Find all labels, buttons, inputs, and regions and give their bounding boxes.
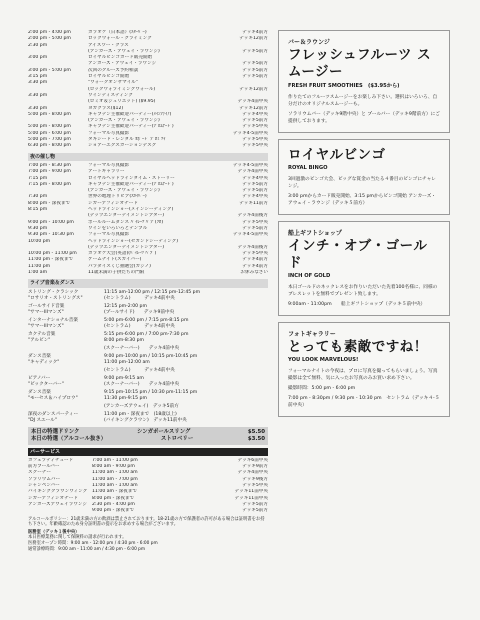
- promo-text: 3回過激のビンゴ大会、ビッグな賞金の当たる４番目のビンゴにチャレンジ。: [288, 177, 436, 189]
- time-cell: 2:00 pm - 4:00 pm: [28, 30, 71, 35]
- time-cell: 9:00 pm - 10:00 pm: [28, 219, 74, 225]
- live-times: [104, 318, 268, 330]
- promo-title: フレッシュフルーツ スムージー: [288, 47, 432, 80]
- event-cell: キャプテン主催歓迎パーティー(ﾒｲﾝﾌｧｲｱ): [88, 111, 172, 117]
- live-venue-line: 11:00 pm-12:00 am: [104, 359, 150, 365]
- live-times: [104, 290, 268, 302]
- live-time-line: 5:00 pm-6:00 pm / 7:15 pm-8:15 pm: [104, 317, 189, 323]
- promo-text: 作りたてのフルーツスムージーをお楽しみ下さい。選択はいろいろ、自分だけのオリジナルスムージーも。: [288, 95, 438, 107]
- drink-price-1: $5.50: [247, 428, 265, 435]
- night-schedule: [28, 163, 268, 276]
- location-cell: デッキ5前方: [242, 74, 268, 80]
- live-row: [28, 346, 268, 352]
- promo-text: ソラリウムバー（デッキ9階中央）と プールバー（デッキ9階前方）にご提供しております。: [288, 112, 440, 124]
- live-time-line: 9:00 pm-10:00 pm / 10:15 pm-10:45 pm: [104, 353, 198, 359]
- event-cell: キャプテン主催歓迎パーティー(ﾌﾟﾛﾑﾅｰﾄﾞ): [88, 181, 174, 187]
- performer-name: "サマーIIIマンズ": [28, 309, 64, 315]
- promo-kicker: バー＆ラウンジ: [288, 39, 330, 46]
- schedule-row: [28, 508, 268, 514]
- medical-section: [28, 530, 268, 552]
- promo-text: 9:00am - 11:00pm 船上ギフトショップ（デッキ５前中央）: [288, 302, 426, 307]
- live-row: [28, 412, 268, 424]
- live-performer: [28, 332, 104, 344]
- promo-title: とっても素敵ですね！: [288, 339, 428, 355]
- promo-kicker: 船上ギフトショップ: [288, 230, 342, 237]
- location-cell: デッキ5前方: [242, 508, 268, 514]
- location-cell: デッキ5中央: [242, 143, 268, 149]
- event-cell: 11:00 am - 1:00 am: [92, 470, 138, 476]
- live-row: [28, 318, 268, 330]
- event-cell: "ウォークオンザマイル": [88, 80, 138, 86]
- location-cell: デッキ5中央: [242, 483, 268, 489]
- promo-box: [278, 139, 450, 215]
- performer-name: "DJ スエール": [28, 417, 57, 423]
- live-time-line: 11:00 pm - 深夜まで (18歳以上): [104, 411, 177, 417]
- time-cell: 8:00 pm - 深夜まで: [28, 200, 71, 206]
- schedule-row: [28, 270, 268, 276]
- time-cell: 3:15 pm: [28, 74, 48, 80]
- promo-text: フォーマルナイトの今夜は、プロに写真を撮ってもらいましょう。写真撮影は全て無料、気に入ったお写真のみお買い求め下さい。: [288, 369, 438, 381]
- event-cell: 世界の地理トリビア(ｽｶｲﾊﾞｰ): [88, 194, 147, 200]
- location-cell: デッキ4前中央: [237, 470, 268, 476]
- time-cell: 3:30 pm: [28, 105, 48, 111]
- location-cell: デッキ5前方: [242, 48, 268, 54]
- live-time-line: (スクーナーバー) デッキ4前中央: [104, 345, 180, 351]
- location-cell: デッキ12前方: [239, 105, 268, 111]
- event-cell: 11:00 am - 1:00 am: [92, 483, 138, 489]
- event-cell: 11歳未満の子供たちの門限: [88, 269, 145, 275]
- location-cell: デッキ12前方: [239, 36, 268, 42]
- afternoon-schedule: [28, 30, 268, 150]
- event-cell: タキシード・レンタル ｵﾎﾞｰﾄﾞ ﾌﾟﾛﾐ ﾂｲ: [88, 137, 166, 143]
- location-cell: デッキ4前中央: [237, 99, 268, 105]
- time-cell: 3:30 pm: [28, 80, 48, 86]
- location-cell: デッキ4前方: [242, 30, 268, 35]
- promo-subtitle: ROYAL BINGO: [288, 165, 328, 171]
- bar-service-header: バーサービス: [28, 448, 268, 456]
- live-time-line: 11:15 am-12:00 pm / 12:15 pm-12:45 pm: [104, 289, 201, 295]
- live-row: [28, 404, 268, 410]
- performer-genre: ダンス音楽: [28, 389, 51, 395]
- location-cell: デッキ11前中央: [234, 489, 268, 495]
- location-cell: デッキ5前方: [242, 188, 268, 194]
- live-times: [104, 304, 268, 316]
- live-performer: [28, 368, 104, 374]
- time-cell: シガーアフィシオナード: [28, 495, 78, 501]
- event-cell: 8:00 pm - 深夜まで: [92, 495, 135, 501]
- event-cell: ワインをいろいろとテンプル: [88, 225, 148, 231]
- event-cell: フォーマル写真撮影: [88, 130, 130, 136]
- event-cell: 次回のクルーズ予約相談: [88, 67, 139, 73]
- live-performer: [28, 304, 104, 316]
- event-cell: 8:00 am - 9:00 pm: [92, 464, 135, 470]
- promo-box: [278, 30, 450, 133]
- live-performer: [28, 318, 104, 330]
- live-row: [28, 304, 268, 316]
- location-cell: デッキ11前中央: [234, 495, 268, 501]
- time-cell: 10:00 pm - 11:00 pm: [28, 251, 77, 257]
- event-cell: 9:00 pm - 深夜まで: [92, 508, 135, 514]
- performer-genre: カクテル音楽: [28, 331, 56, 337]
- time-cell: 10:00 pm: [28, 238, 51, 244]
- location-cell: デッキ12前方: [239, 86, 268, 92]
- performer-genre: ゴールサイド音楽: [28, 303, 65, 309]
- live-row: [28, 290, 268, 302]
- location-cell: デッキ6前中央: [237, 457, 268, 463]
- event-cell: (デッツエンターテイメントシアター): [88, 213, 165, 219]
- promo-kicker: フォトギャラリー: [288, 331, 336, 338]
- location-cell: デッキ4-5前中央: [233, 162, 268, 168]
- location-cell: お休みなさい: [240, 269, 268, 275]
- promo-text: 本日ゴールドのネックレスをお作りいただいた先着100名様に、同様のブレスレットを無料でプレゼント致します。: [288, 285, 438, 297]
- location-cell: デッキ4-5前中央: [233, 232, 268, 238]
- location-cell: デッキ4前後方: [237, 244, 268, 250]
- time-cell: 5:00 pm - 6:00 pm: [28, 130, 71, 136]
- event-cell: ボールルームダンス ﾊﾟｲﾚｰﾂ ﾊﾟﾌﾟ(ｿﾛ): [88, 219, 164, 225]
- location-cell: デッキ4前方: [242, 257, 268, 263]
- live-times: [104, 404, 268, 410]
- time-cell: ソラリウムバー: [28, 476, 61, 482]
- location-cell: デッキ9後方: [242, 476, 268, 482]
- performer-name: "ロサリオ・ストリングス": [28, 295, 83, 301]
- event-cell: ロイヤルビンゴカード販売開始: [88, 55, 153, 61]
- live-performer: [28, 354, 104, 366]
- live-row: [28, 354, 268, 366]
- time-cell: 2:00 pm - 5:00 pm: [28, 36, 71, 42]
- live-times: [104, 346, 268, 352]
- performer-name: "モーセス＆ハイプロウ": [28, 395, 78, 401]
- event-cell: アートギャラリー: [88, 169, 125, 175]
- live-times: [104, 332, 268, 344]
- promo-box: [278, 221, 450, 316]
- time-cell: 7:00 pm - 8:30 pm: [28, 162, 71, 168]
- promo-text: 3:00 pmからカード販売開始、3:15 pmからビンゴ開始 アンカーズ・アウェイ・ラウンジ（デッキ５前方）: [288, 194, 436, 206]
- drink-name-2: ストロベリー: [160, 435, 194, 442]
- time-cell: 7:00 pm - 9:00 pm: [28, 169, 71, 175]
- performer-genre: ピアノバー: [28, 375, 51, 381]
- location-cell: デッキ4前方: [242, 263, 268, 269]
- live-time-line: (アンカーズアウェイ) デッキ5前方: [104, 403, 179, 409]
- event-cell: ワインティスティング: [88, 92, 133, 98]
- time-cell: 11:00 pm - 深夜まで: [28, 257, 74, 263]
- event-cell: ロックウォール・クライミング: [88, 36, 152, 42]
- live-times: [104, 376, 268, 388]
- live-performer: [28, 412, 104, 424]
- live-time-line: 9:15 pm-10:15 pm / 10:30 pm-11:15 pm: [104, 389, 198, 395]
- medical-title: 医務室（デッキ１後中央）: [28, 529, 80, 535]
- time-cell: 9:30 pm - 10:30 pm: [28, 232, 74, 238]
- location-cell: デッキ5中央: [242, 137, 268, 143]
- location-cell: デッキ5前方: [242, 501, 268, 507]
- event-cell: カラオケ（日本語）(ｽﾀｰﾊﾞｰ): [88, 30, 147, 35]
- time-cell: 8:15 pm: [28, 207, 48, 213]
- live-times: [104, 354, 268, 366]
- location-cell: デッキ4前中央: [237, 169, 268, 175]
- live-row: [28, 368, 268, 374]
- event-cell: パラダイスくじ抽選会(カジノ): [88, 263, 151, 269]
- performer-genre: 深夜のダンスパーティー: [28, 411, 79, 417]
- time-cell: 7:30 pm: [28, 194, 48, 200]
- promo-text: 撮影時間：5:00 pm - 6:00 pm: [288, 386, 356, 391]
- event-cell: キャプテン主催歓迎パーティー(ﾌﾟﾛﾑﾅｰﾄﾞ): [88, 124, 174, 130]
- bar-service-list: [28, 458, 268, 515]
- time-cell: 5:00 pm - 8:00 pm: [28, 111, 71, 117]
- drink-label-1: 本日の特選ドリンク: [31, 428, 80, 435]
- medical-line-2: 医務室オープン時間：9:00 am - 12:00 pm / 4:30 pm - 6:00 pm: [28, 540, 158, 546]
- drink-special-box: [28, 427, 268, 445]
- medical-line-1: 本日医療業務に関して保険料の請求が行われます。: [28, 535, 127, 541]
- location-cell: デッキ5前方: [242, 67, 268, 73]
- live-row: [28, 332, 268, 344]
- promo-column: [278, 30, 450, 423]
- event-cell: ヨガクラス($12): [88, 105, 124, 111]
- drink-name-1: シンガポールスリング: [136, 428, 191, 435]
- live-time-line: 9:00 pm-9:15 am: [104, 375, 144, 381]
- time-cell: アンカーズアウェイラウンジ: [28, 501, 88, 507]
- time-cell: 7:15 pm - 8:00 pm: [28, 181, 71, 187]
- live-times: [104, 390, 268, 402]
- location-cell: デッキ4中央: [242, 194, 268, 200]
- time-cell: 5:00 pm - 8:00 pm: [28, 124, 71, 130]
- time-cell: カフェラティチュード: [28, 457, 74, 463]
- live-time-line: 5:15 pm-6:00 pm / 7:00 pm-7:30 pm: [104, 331, 189, 337]
- schedule-row: [28, 143, 268, 149]
- event-cell: 2:30 pm - 4:00 pm: [92, 501, 135, 507]
- live-performer: [28, 290, 104, 302]
- promo-subtitle: FRESH FRUIT SMOOTHIES ($3.95から): [288, 83, 400, 89]
- live-row: [28, 390, 268, 402]
- live-venue-line: (セントラム) デッキ4前中央: [104, 295, 175, 301]
- time-cell: 5:00 pm - 7:00 pm: [28, 137, 71, 143]
- live-time-line: 12:15 pm-2:00 pm: [104, 303, 147, 309]
- live-performer: [28, 404, 104, 410]
- location-cell: デッキ4中央: [242, 175, 268, 181]
- event-cell: ショアーエクスカーションデスク: [88, 143, 157, 149]
- live-times: [104, 368, 268, 374]
- medical-line-3: 通常診療時間：9:00 am - 11:00 am / 4:30 pm - 6:00 pm: [28, 546, 146, 552]
- promo-subtitle: YOU LOOK MARVELOUS!: [288, 357, 359, 363]
- location-cell: デッキ5前方: [242, 118, 268, 124]
- event-cell: アンカーズ・アウェイ・ラウンジ: [88, 61, 157, 67]
- event-cell: ロイヤルビンゴ開始: [88, 74, 130, 80]
- time-cell: 3:00 pm: [28, 55, 48, 61]
- promo-title: ロイヤルビンゴ: [288, 147, 386, 163]
- event-cell: (ロミオ＆ジュリエット) ($9.95): [88, 99, 156, 105]
- live-times: [104, 412, 268, 424]
- time-cell: 3:30 pm: [28, 92, 48, 98]
- location-cell: デッキ5中央: [242, 219, 268, 225]
- live-venue-line: (セントラム) デッキ4前中央: [104, 323, 175, 329]
- location-cell: デッキ4中央: [242, 111, 268, 117]
- time-cell: 3:00 pm - 5:00 pm: [28, 67, 71, 73]
- time-cell: バイキングクラウンウィング: [28, 489, 88, 495]
- time-cell: スクーナー: [28, 470, 51, 476]
- event-cell: (ロックウォライミングウォール): [88, 86, 156, 92]
- drink-label-2: 本日の特選（アルコール抜き）: [31, 435, 107, 442]
- location-cell: デッキ5前方: [242, 61, 268, 67]
- live-time-line: (セントラム) デッキ4前中央: [104, 367, 175, 373]
- promo-text: 7:00 pm - 8:30pm / 9:30 pm - 10:30 pm セントラム（デッキ４-５前中央）: [288, 396, 440, 408]
- time-cell: 1:00 am: [28, 269, 48, 275]
- location-cell: デッキ5中央: [242, 251, 268, 257]
- time-cell: 11:00 pm: [28, 263, 51, 269]
- event-cell: 7:00 am - 11:00 pm: [92, 457, 138, 463]
- event-cell: ロイヤルヘッドラインタイム・ストーリー: [88, 175, 175, 181]
- location-cell: デッキ4-5前中央: [233, 130, 268, 136]
- live-section-header: ライブ音楽＆ダンス: [28, 279, 268, 287]
- drink-price-2: $3.50: [247, 435, 265, 442]
- event-cell: フォーマル写真撮影: [88, 162, 130, 168]
- alcohol-policy: アルコールポリシー：21歳未満の方の飲酒は禁止されております。18-21歳の方で保護者の許可がある場合は証明書をお持ち下さい。年齢確認のため身分証明書の提示をお求めする場合がございます。: [28, 516, 265, 528]
- performer-name: "アルビン": [28, 337, 51, 343]
- event-cell: 11:00 am - 7:00 pm: [92, 476, 138, 482]
- event-cell: アイスワー・クラス: [88, 42, 129, 48]
- location-cell: デッキ9前方: [242, 464, 268, 470]
- live-music-list: [28, 290, 268, 424]
- live-venue-line: (プールサイド) デッキ9前中央: [104, 309, 175, 315]
- time-cell: シャンペンバー: [28, 483, 60, 489]
- live-venue-line: (スクーナーバー) デッキ4前中央: [104, 381, 180, 387]
- time-cell: 9:30 pm: [28, 225, 48, 231]
- schedule-column: [28, 30, 268, 552]
- time-cell: 前方プールバー: [28, 464, 60, 470]
- performer-name: "ビックターバー": [28, 381, 64, 387]
- event-cell: ゲームナイト(スカイバー): [88, 257, 142, 263]
- event-cell: シガーアフィシオナード: [88, 200, 138, 206]
- time-cell: [28, 508, 92, 514]
- event-cell: カラオケ大会(英語)(ﾊﾟｲﾚｰﾂ ﾊﾟﾌﾟ): [88, 251, 157, 257]
- promo-box: [278, 322, 450, 417]
- event-cell: ヘッドラインショー(セカンドシーティング): [88, 238, 179, 244]
- live-performer: [28, 376, 104, 388]
- event-cell: (アンカーズ・アウェイ・ラウンジ): [88, 48, 160, 54]
- event-cell: (アンカーズ・アウェイ・ラウンジ): [88, 118, 160, 124]
- live-venue-line: 11:30 pm-9:15 pm: [104, 395, 147, 401]
- event-cell: (デッツエンターテイメントシアター): [88, 244, 165, 250]
- time-cell: 2:30 pm: [28, 42, 48, 48]
- location-cell: デッキ11前方: [239, 200, 268, 206]
- event-cell: (アンカーズ・アウェイ・ラウンジ): [88, 188, 160, 194]
- location-cell: デッキ5前方: [242, 181, 268, 187]
- performer-genre: ダンス音楽: [28, 353, 51, 359]
- event-cell: フォーマル写真撮影: [88, 232, 130, 238]
- time-cell: 6:30 pm - 8:00 pm: [28, 143, 71, 149]
- event-cell: 11:00 am - 深夜まで: [92, 489, 137, 495]
- performer-genre: ストリング・クラシック: [28, 289, 79, 295]
- performer-genre: インターナショナル音楽: [28, 317, 78, 323]
- location-cell: デッキ4前後方: [237, 213, 268, 219]
- live-venue-line: (バイキングクラウン) デッキ11前中央: [104, 417, 187, 423]
- live-performer: [28, 346, 104, 352]
- performer-name: "キャディック": [28, 359, 60, 365]
- live-performer: [28, 390, 104, 402]
- promo-subtitle: INCH OF GOLD: [288, 273, 331, 279]
- live-row: [28, 376, 268, 388]
- time-cell: 7:15 pm: [28, 175, 48, 181]
- event-cell: ヘッドラインショー(メインシーティング): [88, 207, 174, 213]
- live-venue-line: 8:00 pm-8:30 pm: [104, 337, 144, 343]
- performer-name: "サマーIIIマンズ": [28, 323, 64, 329]
- location-cell: デッキ5中央: [242, 124, 268, 130]
- night-section-header: 夜の催し物: [28, 153, 268, 161]
- promo-title: インチ・オブ・ゴールド: [288, 238, 428, 271]
- location-cell: デッキ5前方: [242, 225, 268, 231]
